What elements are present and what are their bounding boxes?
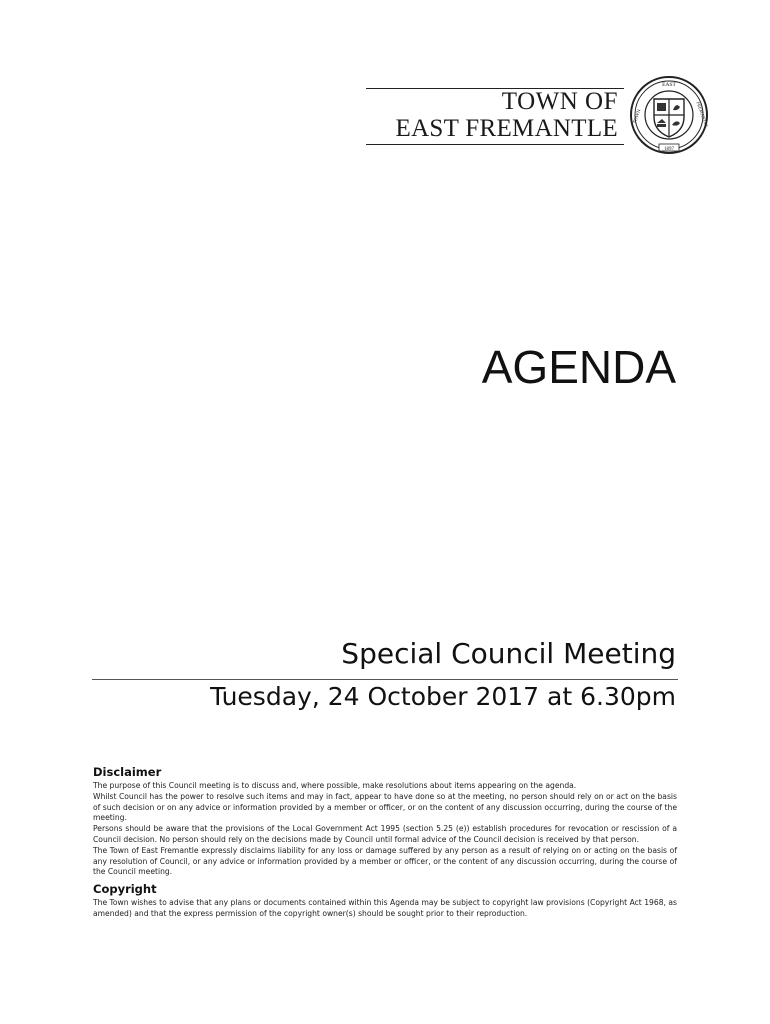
logo-line-east-fremantle: EAST FREMANTLE [395, 115, 618, 142]
svg-text:TOWN: TOWN [632, 108, 643, 125]
legal-notices [93, 765, 677, 920]
disclaimer-heading: Disclaimer [93, 765, 162, 779]
svg-text:EAST: EAST [662, 82, 676, 88]
disclaimer-paragraph: The Town of East Fremantle expressly disclaims liability for any loss or damage suffered by any person as a result of relying on or acting on the basis of any resolution of Council, or any advice or information provided by a member or officer, or the content of any discussion occurring, during the course of the Council meeting. [93, 845, 677, 877]
disclaimer-paragraph: Persons should be aware that the provisions of the Local Government Act 1995 (section 5.25 (e)) establish procedures for revocation or rescission of a Council decision. No person should rely on the decisions made by Council until formal advice of the Council decision is received by that person. [93, 824, 677, 844]
town-logo [366, 75, 712, 155]
meeting-date: Tuesday, 24 October 2017 at 6.30pm [210, 682, 676, 711]
logo-bottom-rule [366, 144, 624, 145]
document-heading: AGENDA [481, 341, 676, 393]
copyright-paragraph: The Town wishes to advise that any plans or documents contained within this Agenda may be subject to copyright law provisions (Copyright Act 1968, as amended) and that the express permission of the copyright owner(s) should be sought prior to their reproduction. [93, 898, 677, 918]
title-divider [92, 679, 678, 680]
disclaimer-paragraph: Whilst Council has the power to resolve such items and may in fact, appear to have done so at the meeting, no person should rely on or act on the basis of such decision or on any advice or information provided by a member or officer, or on the content of any discussion occurring, during the course of the meeting. [93, 791, 677, 823]
svg-text:FREMANTLE: FREMANTLE [695, 100, 710, 129]
copyright-heading: Copyright [93, 882, 157, 897]
meeting-title: Special Council Meeting [341, 637, 676, 670]
disclaimer-paragraph: The purpose of this Council meeting is to discuss and, where possible, make resolutions about items appearing on the agenda. [93, 781, 577, 790]
logo-line-town-of: TOWN OF [501, 88, 618, 115]
svg-text:1897: 1897 [664, 147, 674, 152]
town-seal-icon [626, 75, 712, 155]
